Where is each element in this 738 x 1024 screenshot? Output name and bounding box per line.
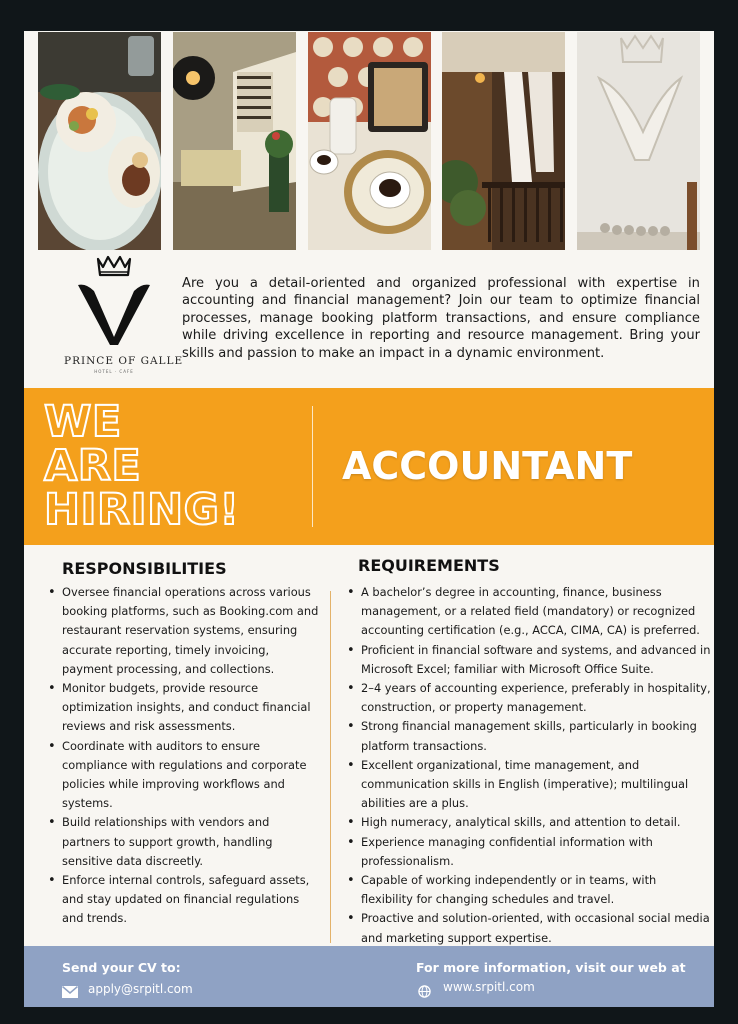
crown-wall-emblem-photo xyxy=(577,32,700,250)
job-title: ACCOUNTANT xyxy=(342,444,633,488)
send-cv-label: Send your CV to: xyxy=(62,960,181,975)
photo-strip xyxy=(38,32,700,250)
list-item: • Proactive and solution-oriented, with occasional social media and marketing support expertise. xyxy=(347,909,711,947)
contact-footer xyxy=(24,946,714,1007)
list-item: • Capable of working independently or in teams, with flexibility for changing schedules and travel. xyxy=(347,871,711,909)
responsibilities-list xyxy=(48,583,320,929)
hiring-banner xyxy=(24,388,714,545)
list-item: • High numeracy, analytical skills, and attention to detail. xyxy=(347,813,711,832)
crown-monogram-icon xyxy=(72,253,156,353)
list-item: • Experience managing confidential information with professionalism. xyxy=(347,833,711,871)
more-info-label: For more information, visit our web at xyxy=(416,960,686,975)
requirements-list xyxy=(347,583,711,948)
list-item: • Enforce internal controls, safeguard assets, and stay updated on financial regulations and trends. xyxy=(48,871,320,929)
list-item: • Strong financial management skills, particularly in booking platform transactions. xyxy=(347,717,711,755)
job-poster xyxy=(24,31,714,1007)
email-link[interactable]: apply@srpitl.com xyxy=(88,982,193,996)
hiring-line: WE xyxy=(44,397,122,447)
requirements-heading: REQUIREMENTS xyxy=(358,556,500,575)
we-are-hiring-text xyxy=(44,397,240,535)
brand-logo xyxy=(64,253,184,383)
hiring-line: HIRING! xyxy=(44,485,240,535)
brand-name: PRINCE OF GALLE xyxy=(64,355,184,367)
list-item: • Build relationships with vendors and partners to support growth, handling sensitive data discreetly. xyxy=(48,813,320,871)
list-item: • Excellent organizational, time management, and communication skills in English (imperative); multilingual abilities are a plus. xyxy=(347,756,711,814)
list-item: • 2–4 years of accounting experience, preferably in hospitality, construction, or property management. xyxy=(347,679,711,717)
responsibilities-heading: RESPONSIBILITIES xyxy=(62,559,227,578)
balcony-interior-photo xyxy=(442,32,565,250)
intro-paragraph: Are you a detail-oriented and organized professional with expertise in accounting and financial management? Join our team to optimize financial processes, manage booking platform transactions, and ensure compliance while driving excellence in reporting and resource management. Bring your skills and passion to make an impact in a dynamic environment. xyxy=(182,276,700,361)
list-item: • Proficient in financial software and systems, and advanced in Microsoft Excel; familiar with Microsoft Office Suite. xyxy=(347,641,711,679)
envelope-icon xyxy=(62,986,78,998)
list-item: • A bachelor’s degree in accounting, finance, business management, or a related field (mandatory) or recognized accounting certification (e.g., ACCA, CIMA, CA) is preferred. xyxy=(347,583,711,641)
hiring-line: ARE xyxy=(44,441,142,491)
banner-divider xyxy=(312,406,313,527)
coffee-table-photo xyxy=(308,32,431,250)
brand-tagline: HOTEL · CAFE xyxy=(94,369,134,374)
list-item: • Oversee financial operations across various booking platforms, such as Booking.com and restaurant reservation systems, ensuring accurate reporting, timely invoicing, payment processing, and collections. xyxy=(48,583,320,679)
website-link[interactable]: www.srpitl.com xyxy=(443,980,535,994)
globe-icon xyxy=(418,985,431,998)
list-item: • Monitor budgets, provide resource optimization insights, and conduct financial reviews and risk assessments. xyxy=(48,679,320,737)
lantern-staircase-photo xyxy=(173,32,296,250)
food-plate-photo xyxy=(38,32,161,250)
list-item: • Coordinate with auditors to ensure compliance with regulations and corporate policies while improving workflows and systems. xyxy=(48,737,320,814)
column-divider xyxy=(330,591,331,943)
